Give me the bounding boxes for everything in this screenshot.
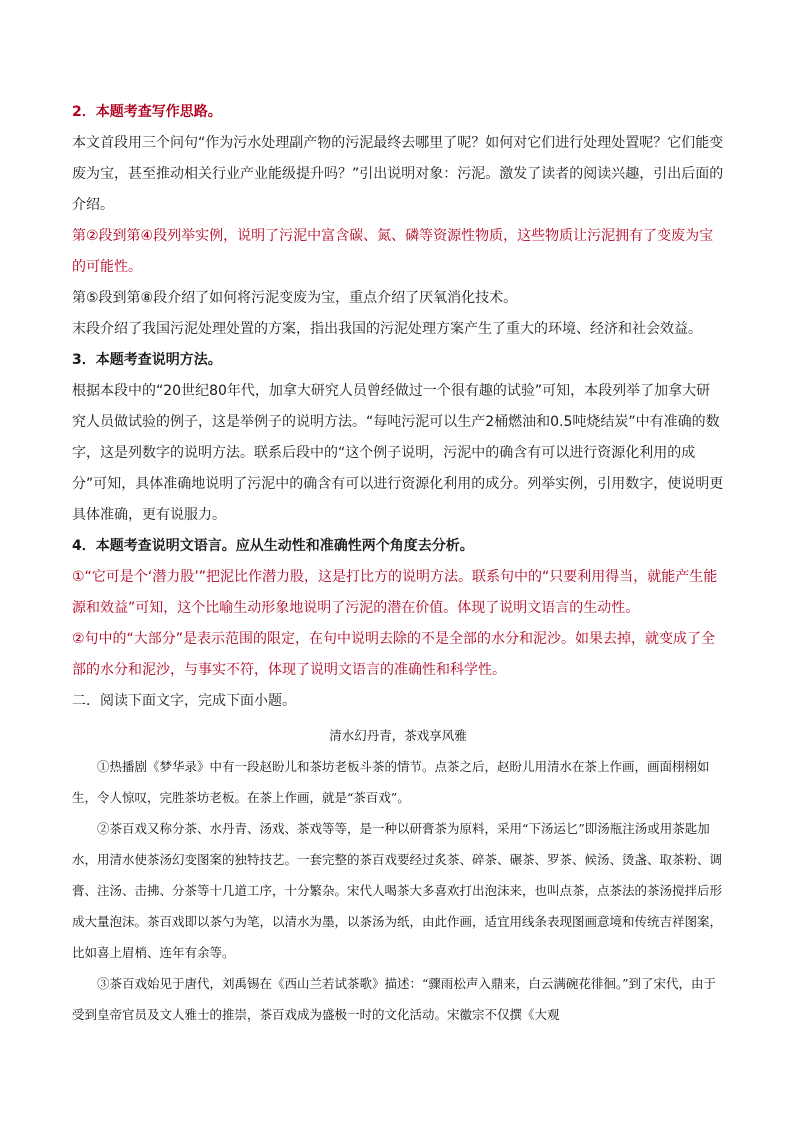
q2-heading: 2．本题考查写作思路。 xyxy=(72,104,222,120)
passage-title: 清水幻丹青，茶戏享风雅 xyxy=(329,728,467,743)
passage-paragraph-3: ③茶百戏始见于唐代，刘禹锡在《西山兰若试茶歌》描述：“骤雨松声入鼎来，白云满碗花徘徊。”到了宋代，由于受到皇帝官员及文人雅士的推崇，茶百戏成为盛极一时的文化活动。宋徽宗不仅撰《大观 xyxy=(72,976,717,1022)
q4-heading: 4．本题考查说明文语言。应从生动性和准确性两个角度去分析。 xyxy=(72,538,474,554)
q3-paragraph-1: 根据本段中的“20世纪80年代，加拿大研究人员曾经做过一个很有趣的试验”可知，本段列举了加拿大研究人员做试验的例子，这是举例子的说明方法。“每吨污泥可以生产2桶燃油和0.5吨烧结炭”中有准确的数字，这是列数字的说明方法。联系后段中的“这个例子说明，污泥中的确含有可以进行资源化利用的成分”可知，具体准确地说明了污泥中的确含有可以进行资源化利用的成分。列举实例，引用数字，使说明更具体准确，更有说服力。 xyxy=(72,383,724,523)
passage-paragraph-2: ②茶百戏又称分茶、水丹青、汤戏、茶戏等等，是一种以研膏茶为原料，采用“下汤运匕”即汤瓶注汤或用茶匙加水，用清水使茶汤幻变图案的独特技艺。一套完整的茶百戏要经过炙茶、碎茶、碾茶、罗茶、候汤、烫盏、取茶粉、调膏、注汤、击拂、分茶等十几道工序，十分繁杂。宋代人喝茶大多喜欢打出泡沫来，也叫点茶，点茶法的茶汤搅拌后形成大量泡沫。茶百戏即以茶勺为笔，以清水为墨，以茶汤为纸，由此作画，适宜用线条表现图画意境和传统吉祥图案，比如喜上眉梢、连年有余等。 xyxy=(72,821,723,960)
q4-paragraph-1: ①“它可是个‘潜力股’”把泥比作潜力股，这是打比方的说明方法。联系句中的“只要利用得当，就能产生能源和效益”可知，这个比喻生动形象地说明了污泥的潜在价值。体现了说明文语言的生动性。 xyxy=(72,569,718,616)
q3-heading: 3．本题考查说明方法。 xyxy=(72,352,222,368)
reading-passage xyxy=(72,720,724,1030)
passage-paragraph-1: ①热播剧《梦华录》中有一段赵盼儿和茶坊老板斗茶的情节。点茶之后，赵盼儿用清水在茶上作画，画面栩栩如生，令人惊叹，完胜茶坊老板。在茶上作画，就是“茶百戏”。 xyxy=(72,759,710,805)
q2-paragraph-1: 本文首段用三个问句“作为污水处理副产物的污泥最终去哪里了呢？如何对它们进行处理处置呢？它们能变废为宝，甚至推动相关行业产业能级提升吗？”引出说明对象：污泥。激发了读者的阅读兴趣，引出后面的介绍。 xyxy=(72,135,724,213)
q2-paragraph-2: 第②段到第④段列举实例，说明了污泥中富含碳、氮、磷等资源性物质，这些物质让污泥拥有了变废为宝的可能性。 xyxy=(72,228,714,275)
section2-heading: 二．阅读下面文字，完成下面小题。 xyxy=(72,693,296,709)
q2-paragraph-3: 第⑤段到第⑧段介绍了如何将污泥变废为宝，重点介绍了厌氧消化技术。 xyxy=(72,290,518,306)
answer-explanations xyxy=(72,97,724,717)
q2-paragraph-4: 末段介绍了我国污泥处理处置的方案，指出我国的污泥处理方案产生了重大的环境、经济和社会效益。 xyxy=(72,321,702,337)
q4-paragraph-2: ②句中的“大部分”是表示范围的限定，在句中说明去除的不是全部的水分和泥沙。如果去掉，就变成了全部的水分和泥沙，与事实不符，体现了说明文语言的准确性和科学性。 xyxy=(72,631,716,678)
